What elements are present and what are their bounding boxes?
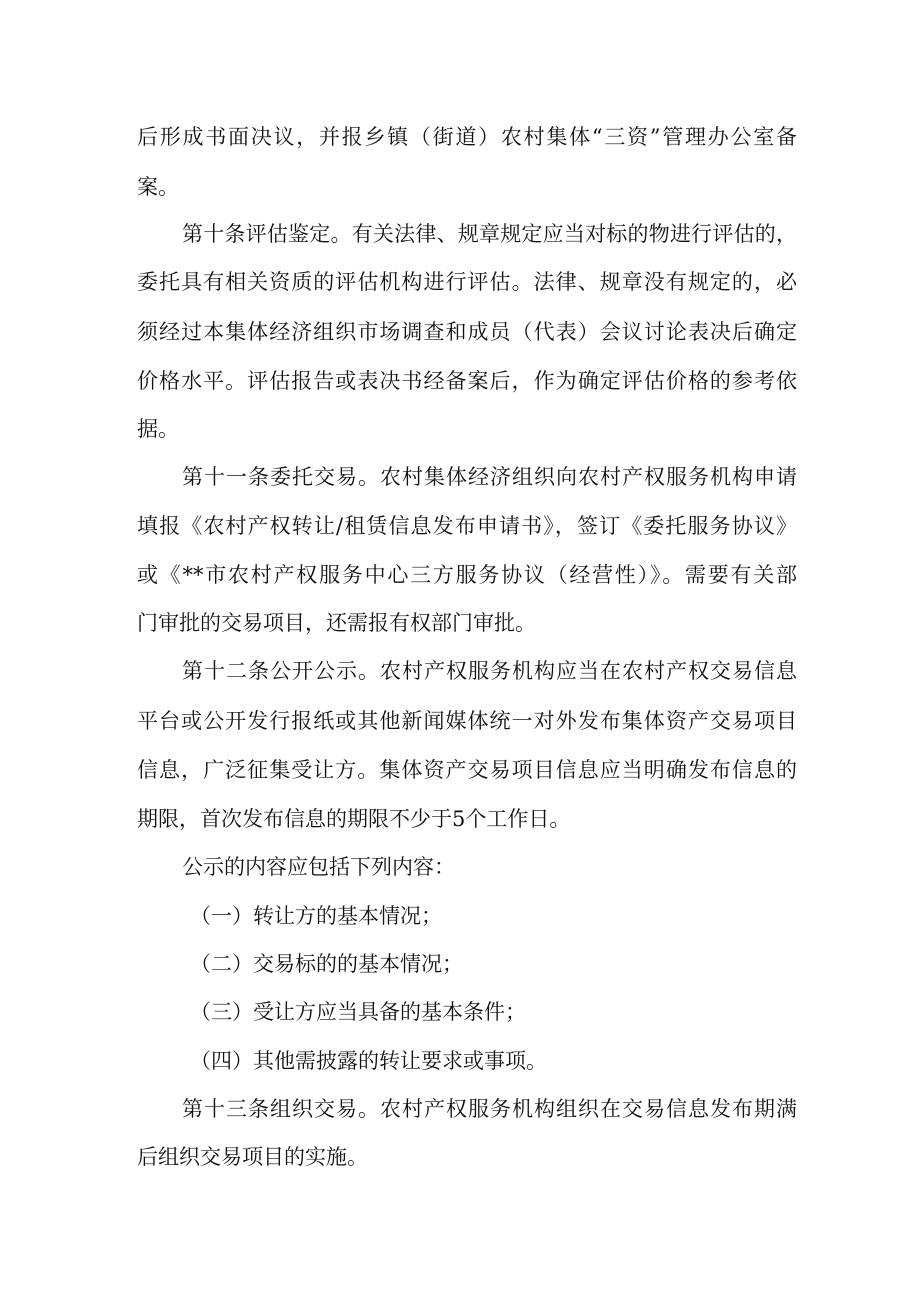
paragraph-line: 平台或公开发行报纸或其他新闻媒体统一对外发布集体资产交易项目 bbox=[137, 709, 797, 733]
paragraph-line: 期限，首次发布信息的期限不少于5个工作日。 bbox=[137, 807, 571, 831]
paragraph-line: 信息，广泛征集受让方。集体资产交易项目信息应当明确发布信息的 bbox=[137, 758, 797, 782]
paragraph-line: 后形成书面决议，并报乡镇（街道）农村集体“三资”管理办公室备 bbox=[137, 125, 797, 149]
paragraph-line: 门审批的交易项目，还需报有权部门审批。 bbox=[137, 611, 536, 635]
list-item: （四）其他需披露的转让要求或事项。 bbox=[190, 1049, 547, 1073]
paragraph-line: 据。 bbox=[137, 417, 179, 441]
article-10-heading-line: 第十条评估鉴定。有关法律、规章规定应当对标的物进行评估的， bbox=[182, 222, 797, 246]
list-item: （二）交易标的的基本情况； bbox=[190, 952, 463, 976]
list-item: （三）受让方应当具备的基本条件； bbox=[190, 1000, 526, 1024]
paragraph-line: 须经过本集体经济组织市场调查和成员（代表）会议讨论表决后确定 bbox=[137, 320, 797, 344]
paragraph-line: 后组织交易项目的实施。 bbox=[137, 1145, 368, 1169]
list-item: （一）转让方的基本情况； bbox=[190, 904, 442, 928]
publicity-intro-line: 公示的内容应包括下列内容： bbox=[182, 855, 455, 879]
paragraph-line: 填报《农村产权转让/租赁信息发布申请书》，签订《委托服务协议》 bbox=[137, 514, 797, 538]
article-11-heading-line: 第十一条委托交易。农村集体经济组织向农村产权服务机构申请 bbox=[182, 465, 797, 489]
paragraph-line: 委托具有相关资质的评估机构进行评估。法律、规章没有规定的，必 bbox=[137, 270, 797, 294]
paragraph-line: 价格水平。评估报告或表决书经备案后，作为确定评估价格的参考依 bbox=[137, 369, 797, 393]
article-13-heading-line: 第十三条组织交易。农村产权服务机构组织在交易信息发布期满 bbox=[182, 1097, 797, 1121]
paragraph-line: 或《**市农村产权服务中心三方服务协议（经营性）》。需要有关部 bbox=[137, 563, 797, 587]
paragraph-line: 案。 bbox=[137, 175, 179, 199]
article-12-heading-line: 第十二条公开公示。农村产权服务机构应当在农村产权交易信息 bbox=[182, 659, 797, 683]
